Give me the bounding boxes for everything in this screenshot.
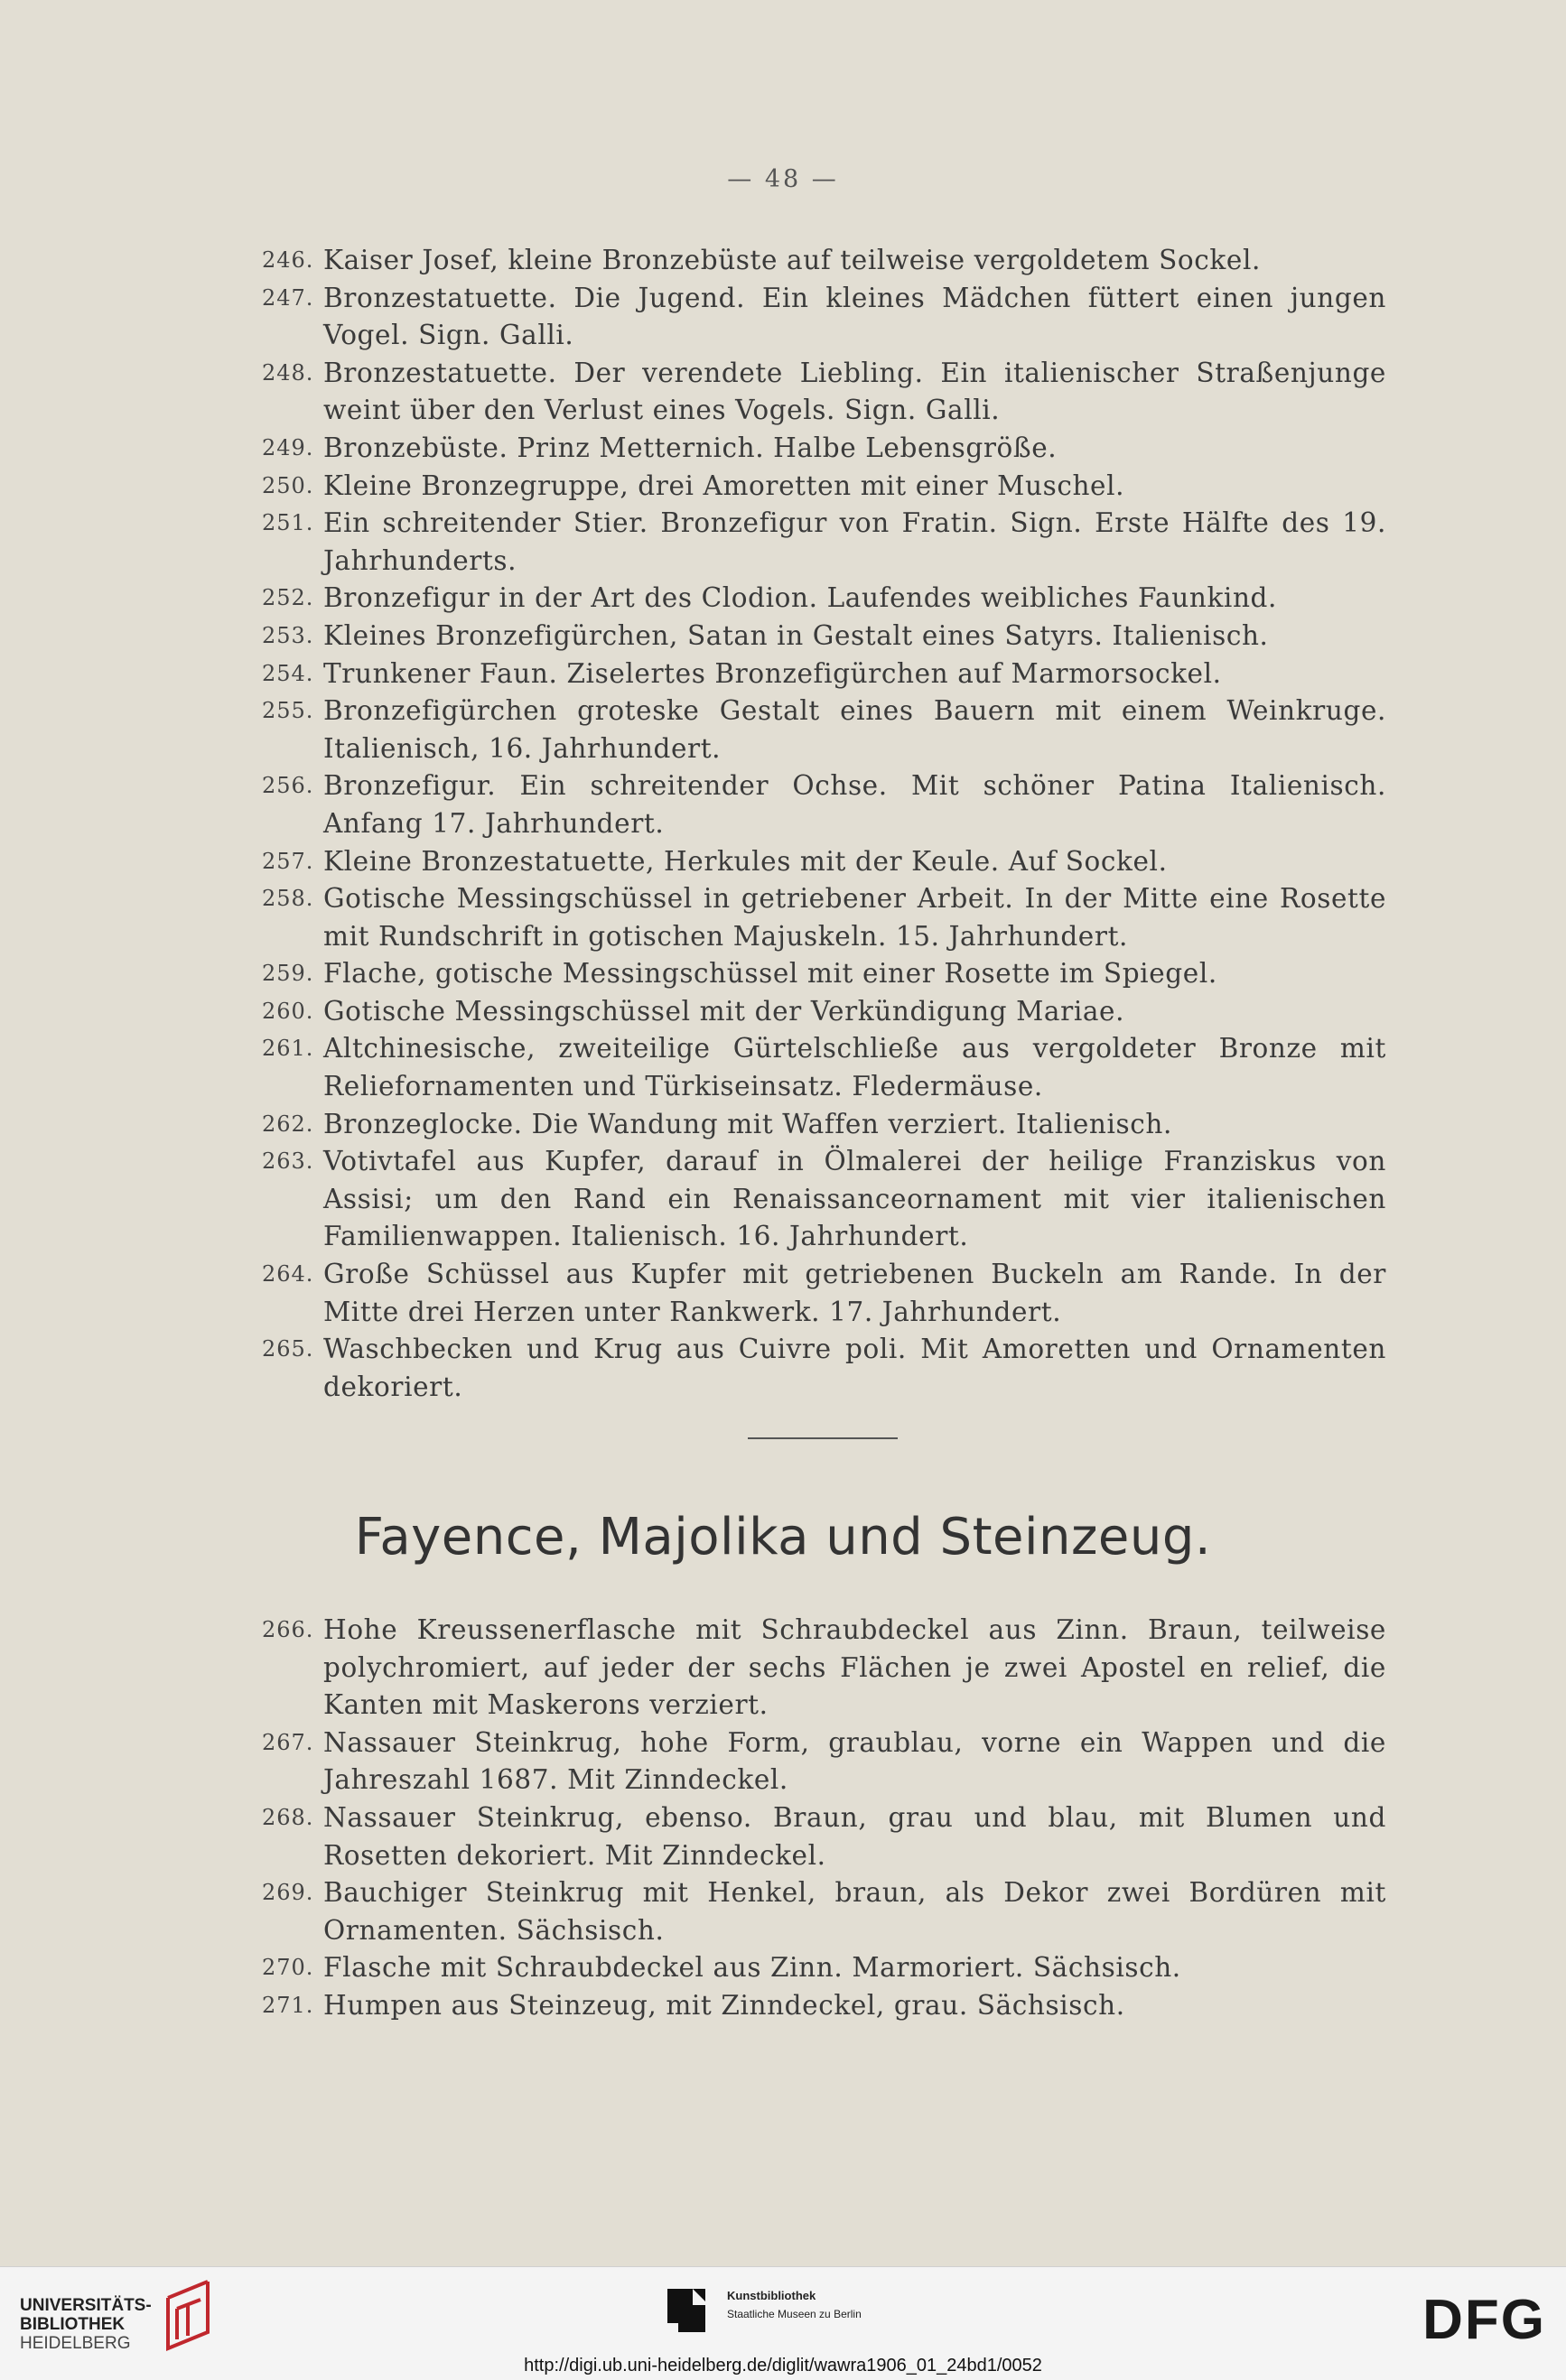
entry-text: Kaiser Josef, kleine Bronzebüste auf teilweise vergoldetem Sockel. [323,245,1261,275]
entry-text: Bronzefigur. Ein schreitender Ochse. Mit schöner Patina Italienisch. Anfang 17. Jahrhundert. [323,770,1386,839]
entry-number: 261. [262,1036,314,1062]
catalog-entry [262,242,1386,280]
entry-text: Gotische Messingschüssel in getriebener Arbeit. In der Mitte eine Rosette mit Rundschrift in gotischen Majuskeln. 15. Jahrhundert. [323,883,1386,952]
entry-number: 247. [262,284,314,311]
ub-heidelberg-logo[interactable] [20,2296,152,2353]
entry-text: Waschbecken und Krug aus Cuivre poli. Mit Amoretten und Ornamenten dekoriert. [323,1334,1386,1402]
entry-number: 250. [262,472,314,498]
catalog-entry [262,1030,1386,1105]
entry-text: Altchinesische, zweiteilige Gürtelschließe aus vergoldeter Bronze mit Reliefornamenten und Türkiseinsatz. Fledermäuse. [323,1033,1386,1102]
entry-text: Bronzefigürchen groteske Gestalt eines Bauern mit einem Weinkruge. Italienisch, 16. Jahrhundert. [323,695,1386,764]
entry-number: 264. [262,1261,314,1288]
page-number: — 48 — [727,165,839,193]
entry-number: 263. [262,1148,314,1175]
entry-number: 265. [262,1336,314,1362]
entry-text: Humpen aus Steinzeug, mit Zinndeckel, grau. Sächsisch. [323,1989,1125,2021]
entry-number: 255. [262,698,314,724]
entry-text: Bauchiger Steinkrug mit Henkel, braun, als Dekor zwei Bordüren mit Ornamenten. Sächsisch. [323,1877,1386,1946]
entry-text: Votivtafel aus Kupfer, darauf in Ölmalerei der heilige Franziskus von Assisi; um den Rand ein Renaissanceornament mit vier italienischen Familienwappen. Italienisch. 16. Jahrhundert. [323,1146,1386,1252]
catalog-entry [262,1949,1386,1987]
kunstbibliothek-logo[interactable] [727,2287,862,2323]
catalog-entry [262,955,1386,993]
catalog-entry [262,655,1386,693]
entry-number: 253. [262,622,314,648]
catalog-entry [262,693,1386,767]
catalog-entry [262,618,1386,655]
catalog-entry [262,505,1386,580]
entry-text: Bronzestatuette. Der verendete Liebling. Ein italienischer Straßenjunge weint über den Verlust eines Vogels. Sign. Galli. [323,357,1386,426]
entry-number: 270. [262,1955,314,1981]
catalog-entry [262,580,1386,618]
viewer-footer [0,2266,1566,2380]
catalog-entry [262,468,1386,506]
section-title: Fayence, Majolika und Steinzeug. [354,1508,1212,1567]
catalog-entry [262,430,1386,468]
ub-mark-icon [161,2278,217,2356]
catalog-entry [262,355,1386,430]
entry-text: Bronzebüste. Prinz Metternich. Halbe Lebensgröße. [323,432,1058,463]
section-divider [748,1437,898,1439]
kunstbibliothek-mark-icon [666,2287,707,2334]
entry-number: 262. [262,1111,314,1137]
entry-number: 249. [262,434,314,460]
entry-text: Flache, gotische Messingschüssel mit einer Rosette im Spiegel. [323,958,1217,990]
catalog-entry [262,993,1386,1031]
entry-text: Nassauer Steinkrug, hohe Form, graublau, vorne ein Wappen und die Jahreszahl 1687. Mit Zinndeckel. [323,1726,1386,1796]
entry-number: 258. [262,886,314,912]
catalog-entry [262,1799,1386,1874]
entry-number: 257. [262,848,314,874]
catalog-entry [262,1725,1386,1799]
entry-number: 266. [262,1617,314,1642]
entry-number: 269. [262,1880,314,1906]
entry-text: Bronzefigur in der Art des Clodion. Laufendes weibliches Faunkind. [323,582,1278,614]
entry-text: Flasche mit Schraubdeckel aus Zinn. Marmoriert. Sächsisch. [323,1952,1181,1984]
entry-number: 259. [262,961,314,987]
entry-text: Nassauer Steinkrug, ebenso. Braun, grau und blau, mit Blumen und Rosetten dekoriert. Mit Zinndeckel. [323,1801,1386,1871]
kb-logo-line: Kunstbibliothek [727,2289,816,2302]
entry-text: Kleine Bronzegruppe, drei Amoretten mit einer Muschel. [323,469,1125,501]
entry-number: 246. [262,247,314,273]
entry-text: Gotische Messingschüssel mit der Verkündigung Mariae. [323,995,1125,1027]
dfg-logo[interactable]: DFG [1422,2289,1546,2351]
entry-number: 267. [262,1729,314,1755]
ub-logo-line: HEIDELBERG [20,2334,131,2353]
catalog-entry [262,1987,1386,2025]
entry-number: 254. [262,660,314,686]
permalink-url[interactable]: http://digi.ub.uni-heidelberg.de/diglit/wawra1906_01_24bd1/0052 [524,2356,1042,2375]
entry-number: 248. [262,359,314,386]
entry-text: Trunkener Faun. Ziselertes Bronzefigürchen auf Marmorsockel. [323,657,1222,689]
entry-text: Bronzestatuette. Die Jugend. Ein kleines Mädchen füttert einen jungen Vogel. Sign. Galli. [323,282,1386,351]
entry-number: 271. [262,1992,314,2018]
entry-number: 251. [262,510,314,536]
entry-text: Hohe Kreussenerflasche mit Schraubdeckel aus Zinn. Braun, teilweise polychromiert, auf jeder der sechs Flächen je zwei Apostel en relief, die Kanten mit Maskerons verziert. [323,1614,1386,1721]
catalog-entry [262,1106,1386,1144]
catalog-entry [262,1256,1386,1331]
entry-text: Kleines Bronzefigürchen, Satan in Gestalt eines Satyrs. Italienisch. [323,619,1269,651]
entry-text: Bronzeglocke. Die Wandung mit Waffen verziert. Italienisch. [323,1108,1172,1139]
entry-text: Ein schreitender Stier. Bronzefigur von Fratin. Sign. Erste Hälfte des 19. Jahrhunderts. [323,507,1386,576]
ub-logo-line: BIBLIOTHEK [20,2315,126,2334]
catalog-entry [262,880,1386,955]
catalog-entry [262,1874,1386,1949]
entry-number: 252. [262,585,314,611]
entry-number: 268. [262,1804,314,1830]
entry-text: Große Schüssel aus Kupfer mit getriebenen Buckeln am Rande. In der Mitte drei Herzen unter Rankwerk. 17. Jahrhundert. [323,1259,1386,1327]
catalog-entry [262,280,1386,355]
ub-logo-line: UNIVERSITÄTS- [20,2296,152,2315]
catalog-entry [262,1612,1386,1725]
kb-logo-line: Staatliche Museen zu Berlin [727,2308,862,2320]
entry-number: 256. [262,773,314,799]
catalog-entry [262,767,1386,842]
catalog-entries-fayence [262,1612,1386,2025]
catalog-entry [262,843,1386,881]
catalog-entries-bronze [262,242,1386,1406]
catalog-entry [262,1331,1386,1406]
entry-text: Kleine Bronzestatuette, Herkules mit der Keule. Auf Sockel. [323,845,1168,877]
entry-number: 260. [262,998,314,1024]
catalog-entry [262,1143,1386,1256]
